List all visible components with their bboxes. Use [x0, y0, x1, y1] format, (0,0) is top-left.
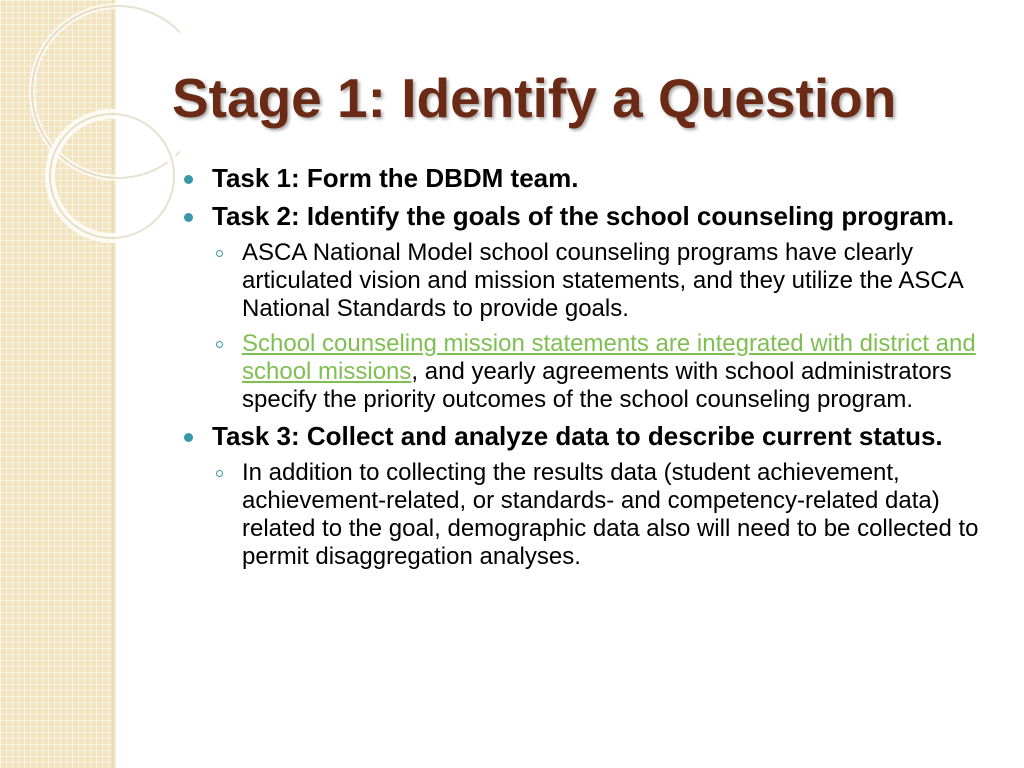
sub-bullet-ring-icon — [216, 341, 223, 348]
bullet-text: Task 3: Collect and analyze data to describe current status. — [212, 421, 943, 451]
sub-bullet-ring-icon — [216, 250, 223, 257]
bullet-dot-icon — [184, 175, 193, 184]
sub-bullet-item — [184, 330, 994, 414]
bullet-dot-icon — [184, 433, 193, 442]
bullet-dot-icon — [184, 213, 193, 222]
sub-bullet-text: , and yearly agreements with school administrators specify the priority outcomes of the school counseling program. — [242, 358, 952, 413]
bullet-text: Task 2: Identify the goals of the school counseling program. — [212, 201, 955, 231]
bullet-text: Task 1: Form the DBDM team. — [212, 163, 579, 193]
sub-bullet-item — [184, 239, 994, 323]
bullet-item — [184, 201, 994, 232]
sub-bullet-text: In addition to collecting the results data (student achievement, achievement-related, or standards- and competency-related data) related to the goal, demographic data also will need to be collected to permit disaggregation analyses. — [242, 459, 979, 570]
bullet-item — [184, 421, 994, 452]
sub-bullet-text: ASCA National Model school counseling programs have clearly articulated vision and mission statements, and they utilize the ASCA National Standards to provide goals. — [242, 239, 963, 322]
slide-title: Stage 1: Identify a Question — [172, 67, 897, 129]
bullet-item — [184, 163, 994, 194]
mission-statements-link[interactable]: School counseling mission statements are integrated with district and school missions — [242, 330, 976, 385]
sub-bullet-ring-icon — [216, 470, 223, 477]
sub-bullet-item — [184, 459, 994, 571]
decorative-rings-icon — [0, 0, 180, 260]
bullet-list — [184, 163, 994, 578]
